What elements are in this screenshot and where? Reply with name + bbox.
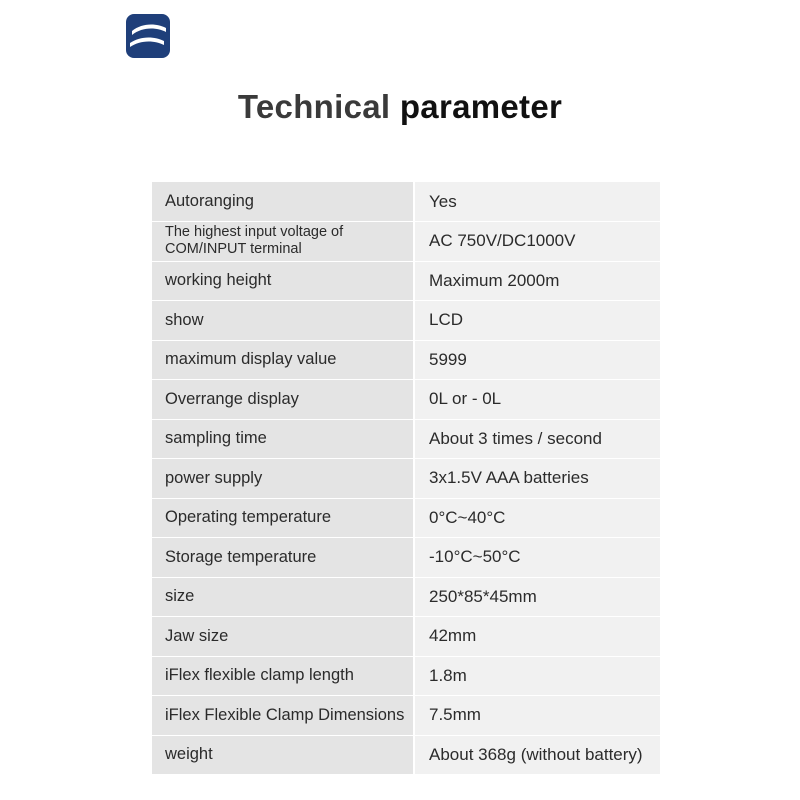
param-value: 3x1.5V AAA batteries [414,459,660,499]
param-value: 1.8m [414,656,660,696]
param-label: The highest input voltage of COM/INPUT terminal [152,222,414,262]
param-value: 5999 [414,340,660,380]
table-row [152,656,660,696]
table-row [152,380,660,420]
param-label: Autoranging [152,182,414,222]
table-row [152,617,660,657]
table-row [152,498,660,538]
param-label: Operating temperature [152,498,414,538]
page-title [0,88,800,126]
table-row [152,538,660,578]
table-row [152,222,660,262]
param-label: Overrange display [152,380,414,420]
table-row [152,735,660,775]
table-row [152,301,660,341]
param-value: 250*85*45mm [414,577,660,617]
param-value: 42mm [414,617,660,657]
param-label: show [152,301,414,341]
param-label: Storage temperature [152,538,414,578]
param-value: AC 750V/DC1000V [414,222,660,262]
param-label: iFlex flexible clamp length [152,656,414,696]
param-label: weight [152,735,414,775]
table-row [152,696,660,736]
page-title-part2: parameter [399,88,563,125]
table-row [152,340,660,380]
page-title-part1: Technical [237,88,391,125]
param-label: working height [152,261,414,301]
param-value: Yes [414,182,660,222]
param-label: maximum display value [152,340,414,380]
param-value: About 3 times / second [414,419,660,459]
parameter-table [152,182,660,775]
table-row [152,261,660,301]
param-label: iFlex Flexible Clamp Dimensions [152,696,414,736]
param-value: About 368g (without battery) [414,735,660,775]
table-row [152,577,660,617]
param-label: size [152,577,414,617]
table-row [152,459,660,499]
brand-swoosh-icon [126,14,170,58]
param-label: Jaw size [152,617,414,657]
param-value: -10°C~50°C [414,538,660,578]
param-value: 0°C~40°C [414,498,660,538]
param-value: 0L or - 0L [414,380,660,420]
param-value: 7.5mm [414,696,660,736]
param-value: Maximum 2000m [414,261,660,301]
table-row [152,419,660,459]
param-label: sampling time [152,419,414,459]
param-value: LCD [414,301,660,341]
param-label: power supply [152,459,414,499]
table-row [152,182,660,222]
